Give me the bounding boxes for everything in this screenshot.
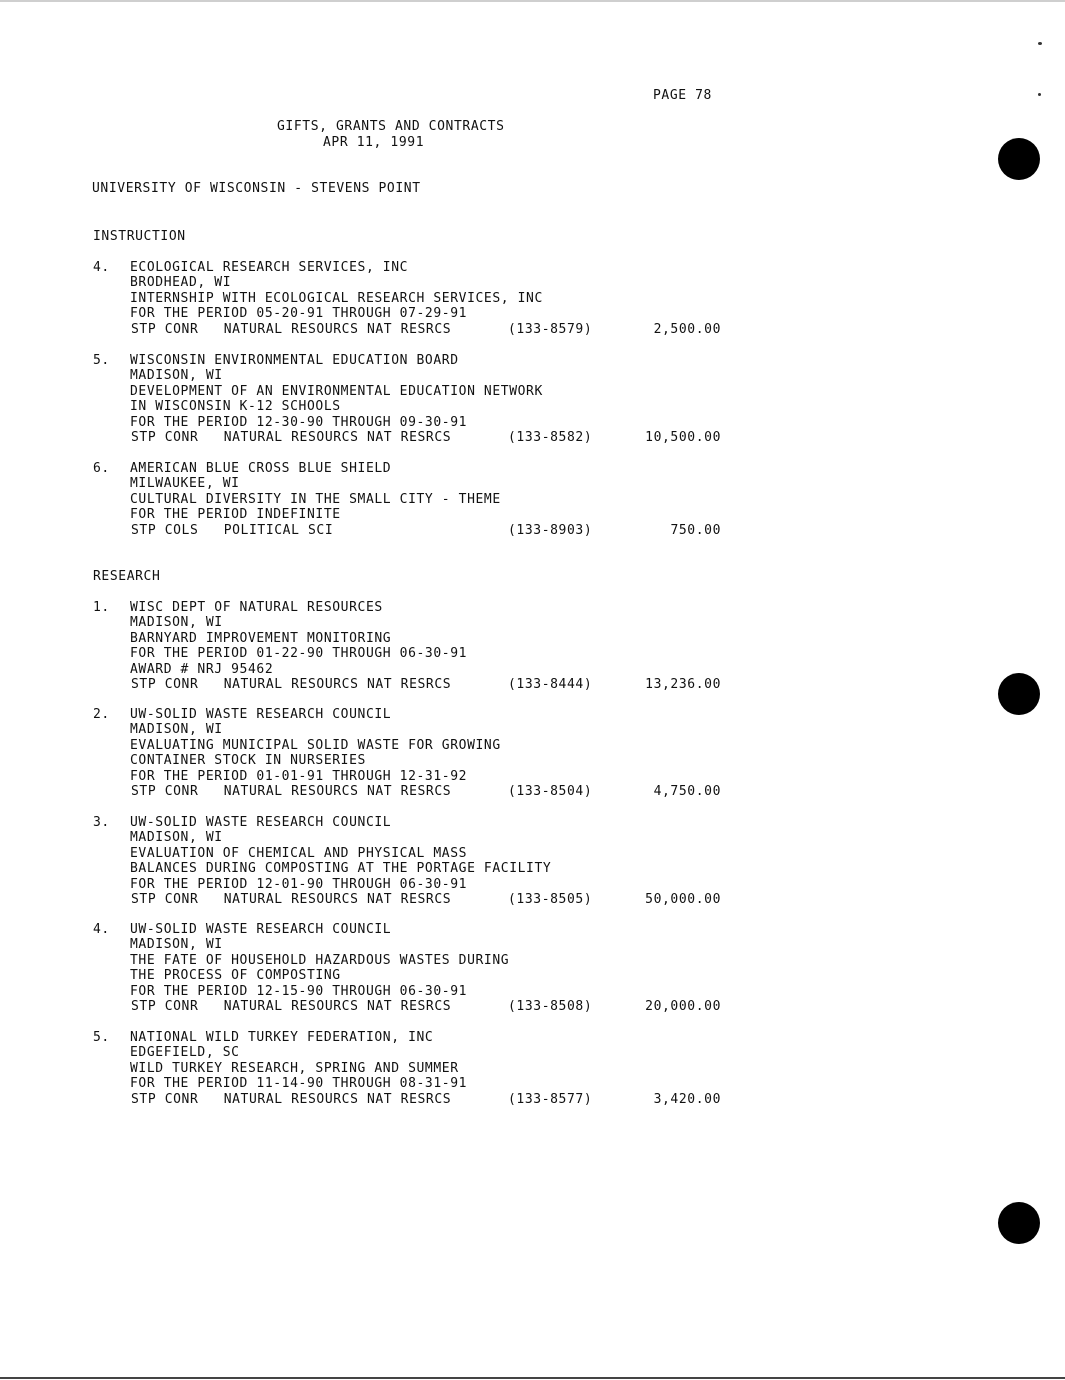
grant-period: FOR THE PERIOD 01-22-90 THROUGH 06-30-91 bbox=[130, 646, 468, 662]
project-title: BARNYARD IMPROVEMENT MONITORING bbox=[130, 630, 392, 646]
speck-icon bbox=[1038, 42, 1042, 45]
grant-amount: 2,500.00 bbox=[653, 321, 721, 337]
entry-number: 6. bbox=[93, 461, 110, 476]
grant-amount: 13,236.00 bbox=[645, 677, 721, 692]
grant-amount: 750.00 bbox=[670, 522, 721, 538]
project-title: EVALUATING MUNICIPAL SOLID WASTE FOR GROWING bbox=[130, 737, 501, 753]
punch-hole-icon bbox=[998, 1202, 1040, 1244]
project-title-cont: CONTAINER STOCK IN NURSERIES bbox=[130, 753, 366, 769]
speck-icon bbox=[1038, 93, 1041, 96]
sponsor-name: AMERICAN BLUE CROSS BLUE SHIELD bbox=[130, 461, 392, 476]
sponsor-location: MADISON, WI bbox=[130, 615, 223, 631]
sponsor-name: WISCONSIN ENVIRONMENTAL EDUCATION BOARD bbox=[130, 353, 459, 368]
account-number: (133-8504) bbox=[508, 784, 593, 799]
account-number: (133-8444) bbox=[508, 677, 593, 692]
sponsor-name: UW-SOLID WASTE RESEARCH COUNCIL bbox=[130, 815, 392, 830]
sponsor-location: EDGEFIELD, SC bbox=[130, 1045, 240, 1061]
grant-period: FOR THE PERIOD INDEFINITE bbox=[130, 507, 341, 523]
account-number: (133-8577) bbox=[508, 1091, 593, 1107]
project-title: WILD TURKEY RESEARCH, SPRING AND SUMMER bbox=[130, 1060, 459, 1076]
grant-period: FOR THE PERIOD 01-01-91 THROUGH 12-31-92 bbox=[130, 768, 468, 784]
grant-amount: 10,500.00 bbox=[645, 430, 721, 445]
project-title-cont: IN WISCONSIN K-12 SCHOOLS bbox=[130, 399, 341, 415]
sponsor-name: NATIONAL WILD TURKEY FEDERATION, INC bbox=[130, 1030, 434, 1045]
sponsor-location: MADISON, WI bbox=[130, 368, 223, 384]
grant-amount: 3,420.00 bbox=[653, 1091, 721, 1107]
sponsor-location: BRODHEAD, WI bbox=[130, 275, 232, 291]
sponsor-name: UW-SOLID WASTE RESEARCH COUNCIL bbox=[130, 922, 392, 937]
entry-number: 5. bbox=[93, 1030, 110, 1045]
entry-number: 5. bbox=[93, 353, 110, 368]
department: STP CONR NATURAL RESOURCS NAT RESRCS bbox=[131, 1091, 452, 1107]
department: STP CONR NATURAL RESOURCS NAT RESRCS bbox=[131, 430, 452, 445]
sponsor-name: ECOLOGICAL RESEARCH SERVICES, INC bbox=[130, 260, 409, 275]
project-title: INTERNSHIP WITH ECOLOGICAL RESEARCH SERVICES, INC bbox=[130, 290, 543, 306]
bottom-edge-line bbox=[0, 1377, 1065, 1379]
department: STP CONR NATURAL RESOURCS NAT RESRCS bbox=[131, 999, 452, 1014]
department: STP CONR NATURAL RESOURCS NAT RESRCS bbox=[131, 784, 452, 799]
entry-number: 2. bbox=[93, 707, 110, 722]
punch-hole-icon bbox=[998, 673, 1040, 715]
grant-amount: 20,000.00 bbox=[645, 999, 721, 1014]
sponsor-location: MADISON, WI bbox=[130, 937, 223, 953]
account-number: (133-8582) bbox=[508, 430, 593, 445]
grant-period: FOR THE PERIOD 12-01-90 THROUGH 06-30-91 bbox=[130, 876, 468, 892]
sponsor-name: UW-SOLID WASTE RESEARCH COUNCIL bbox=[130, 707, 392, 722]
department: STP COLS POLITICAL SCI bbox=[131, 522, 334, 538]
account-number: (133-8579) bbox=[508, 321, 593, 337]
sponsor-location: MADISON, WI bbox=[130, 830, 223, 846]
account-number: (133-8508) bbox=[508, 999, 593, 1014]
institution-name: UNIVERSITY OF WISCONSIN - STEVENS POINT bbox=[92, 181, 421, 196]
department: STP CONR NATURAL RESOURCS NAT RESRCS bbox=[131, 321, 452, 337]
section-heading-instruction: INSTRUCTION bbox=[93, 229, 186, 244]
account-number: (133-8903) bbox=[508, 522, 593, 538]
top-edge-line bbox=[0, 0, 1065, 2]
grant-amount: 50,000.00 bbox=[645, 892, 721, 907]
department: STP CONR NATURAL RESOURCS NAT RESRCS bbox=[131, 677, 452, 692]
project-title: THE FATE OF HOUSEHOLD HAZARDOUS WASTES DURING bbox=[130, 952, 510, 968]
project-title: EVALUATION OF CHEMICAL AND PHYSICAL MASS bbox=[130, 845, 468, 861]
award-number: AWARD # NRJ 95462 bbox=[130, 661, 274, 677]
project-title-cont: THE PROCESS OF COMPOSTING bbox=[130, 968, 341, 984]
entry-number: 4. bbox=[93, 260, 110, 275]
project-title: DEVELOPMENT OF AN ENVIRONMENTAL EDUCATION NETWORK bbox=[130, 383, 543, 399]
department: STP CONR NATURAL RESOURCS NAT RESRCS bbox=[131, 892, 452, 907]
entry-number: 3. bbox=[93, 815, 110, 830]
grant-period: FOR THE PERIOD 11-14-90 THROUGH 08-31-91 bbox=[130, 1076, 468, 1092]
project-title: CULTURAL DIVERSITY IN THE SMALL CITY - THEME bbox=[130, 491, 501, 507]
punch-hole-icon bbox=[998, 138, 1040, 180]
project-title-cont: BALANCES DURING COMPOSTING AT THE PORTAGE FACILITY bbox=[130, 861, 552, 877]
entry-number: 4. bbox=[93, 922, 110, 937]
grant-period: FOR THE PERIOD 12-15-90 THROUGH 06-30-91 bbox=[130, 983, 468, 999]
grant-period: FOR THE PERIOD 05-20-91 THROUGH 07-29-91 bbox=[130, 306, 468, 322]
grant-amount: 4,750.00 bbox=[653, 784, 721, 799]
entry-number: 1. bbox=[93, 600, 110, 615]
grant-period: FOR THE PERIOD 12-30-90 THROUGH 09-30-91 bbox=[130, 414, 468, 430]
document-date: APR 11, 1991 bbox=[323, 135, 425, 150]
document-title: GIFTS, GRANTS AND CONTRACTS bbox=[277, 119, 505, 134]
section-heading-research: RESEARCH bbox=[93, 569, 161, 584]
sponsor-location: MADISON, WI bbox=[130, 722, 223, 738]
account-number: (133-8505) bbox=[508, 892, 593, 907]
sponsor-location: MILWAUKEE, WI bbox=[130, 476, 240, 492]
sponsor-name: WISC DEPT OF NATURAL RESOURCES bbox=[130, 600, 383, 615]
page-number: PAGE 78 bbox=[653, 88, 712, 103]
